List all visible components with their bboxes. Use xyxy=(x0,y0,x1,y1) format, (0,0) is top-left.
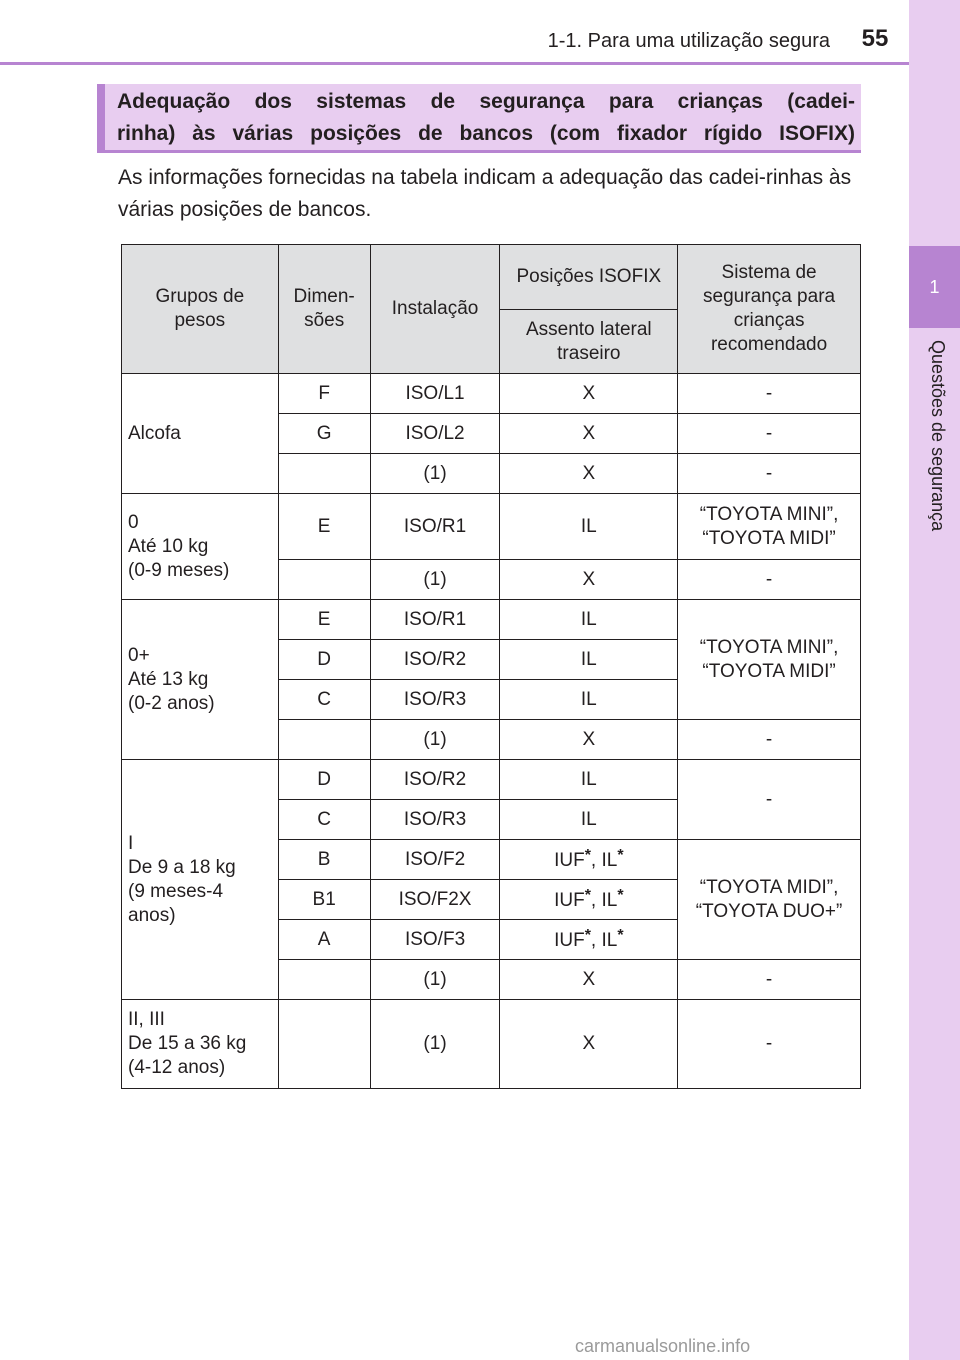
fixture-cell: (1) xyxy=(370,560,500,600)
size-cell xyxy=(278,560,370,600)
table-row xyxy=(122,374,861,414)
size-cell xyxy=(278,960,370,1000)
header-isofix-positions: Posições ISOFIX xyxy=(500,245,678,310)
header-weight-groups: Grupos de pesos xyxy=(122,245,279,374)
header-dimensions: Dimen-sões xyxy=(278,245,370,374)
group-label-line: De 9 a 18 kg xyxy=(128,856,236,878)
fixture-cell: ISO/R3 xyxy=(370,680,500,720)
recommended-cell: - xyxy=(678,720,861,760)
seat-value: IUF xyxy=(554,930,585,951)
intro-paragraph: As informações fornecidas na tabela indicam a adequação das cadei-rinhas às várias posições de bancos. xyxy=(118,166,852,221)
size-cell: E xyxy=(278,600,370,640)
recommended-line: “TOYOTA MIDI”, xyxy=(699,876,839,898)
group-label-line: 0+ xyxy=(128,644,150,666)
group-label-line: Alcofa xyxy=(128,422,181,444)
footnote-mark: * xyxy=(617,927,624,944)
recommended-cell: - xyxy=(678,1000,861,1089)
chapter-tab[interactable] xyxy=(909,246,960,328)
weight-group-cell xyxy=(122,494,279,600)
fixture-cell: (1) xyxy=(370,1000,500,1089)
size-cell xyxy=(278,720,370,760)
size-cell: G xyxy=(278,414,370,454)
weight-group-cell xyxy=(122,760,279,1000)
seat-cell: IL xyxy=(500,760,678,800)
size-cell: C xyxy=(278,800,370,840)
size-cell: C xyxy=(278,680,370,720)
section-title xyxy=(117,86,855,150)
seat-cell: IL xyxy=(500,680,678,720)
seat-cell: X xyxy=(500,720,678,760)
size-cell: E xyxy=(278,494,370,560)
header-recommended-system: Sistema de segurança para crianças recomendado xyxy=(678,245,861,374)
seat-cell: IL xyxy=(500,640,678,680)
seat-value: IUF xyxy=(554,890,585,911)
weight-group-cell xyxy=(122,374,279,494)
header-installation: Instalação xyxy=(370,245,500,374)
table-row xyxy=(122,494,861,560)
fixture-cell: ISO/F2X xyxy=(370,880,500,920)
footnote-mark: * xyxy=(584,887,591,904)
size-cell: D xyxy=(278,640,370,680)
seat-cell xyxy=(500,840,678,880)
seat-cell: X xyxy=(500,414,678,454)
table-row xyxy=(122,1000,861,1089)
fixture-cell: (1) xyxy=(370,720,500,760)
recommended-line: “TOYOTA MIDI” xyxy=(702,527,836,549)
recommended-cell xyxy=(678,840,861,960)
weight-group-cell xyxy=(122,600,279,760)
seat-cell: X xyxy=(500,960,678,1000)
recommended-cell: - xyxy=(678,414,861,454)
fixture-cell: ISO/R2 xyxy=(370,760,500,800)
recommended-cell: - xyxy=(678,560,861,600)
recommended-line: “TOYOTA MINI”, xyxy=(699,503,839,525)
fixture-cell: ISO/R1 xyxy=(370,494,500,560)
watermark: carmanualsonline.info xyxy=(575,1336,751,1356)
fixture-cell: ISO/F3 xyxy=(370,920,500,960)
fixture-cell: ISO/L2 xyxy=(370,414,500,454)
seat-cell: IL xyxy=(500,800,678,840)
group-label-line: Até 10 kg xyxy=(128,535,209,557)
recommended-line: “TOYOTA MINI”, xyxy=(699,636,839,658)
size-cell xyxy=(278,1000,370,1089)
footnote-mark: * xyxy=(584,927,591,944)
fixture-cell: (1) xyxy=(370,454,500,494)
seat-cell xyxy=(500,880,678,920)
seat-cell: X xyxy=(500,374,678,414)
seat-cell: X xyxy=(500,454,678,494)
seat-cell: IL xyxy=(500,494,678,560)
chapter-label: Questões de segurança xyxy=(928,340,948,532)
footnote-mark: * xyxy=(617,887,624,904)
header-rule xyxy=(0,62,910,65)
size-cell: B xyxy=(278,840,370,880)
seat-value: , IL xyxy=(590,850,618,871)
size-cell: B1 xyxy=(278,880,370,920)
recommended-line: “TOYOTA MIDI” xyxy=(702,660,836,682)
recommended-cell: - xyxy=(678,374,861,414)
fixture-cell: ISO/F2 xyxy=(370,840,500,880)
recommended-cell xyxy=(678,494,861,560)
group-label-line: I xyxy=(128,832,134,854)
seat-cell xyxy=(500,920,678,960)
footnote-mark: * xyxy=(584,847,591,864)
section-title-line-1: Adequação dos sistemas de segurança para crianças (cadei- xyxy=(117,90,855,113)
chapter-number: 1 xyxy=(929,276,940,297)
seat-value: , IL xyxy=(590,890,618,911)
fixture-cell: ISO/R2 xyxy=(370,640,500,680)
fixture-cell: ISO/L1 xyxy=(370,374,500,414)
size-cell: D xyxy=(278,760,370,800)
isofix-suitability-table xyxy=(121,244,861,1089)
size-cell: A xyxy=(278,920,370,960)
seat-cell: X xyxy=(500,1000,678,1089)
recommended-cell: - xyxy=(678,454,861,494)
group-label-line: (9 meses-4 xyxy=(128,880,224,902)
group-label-line: 0 xyxy=(128,511,139,533)
running-header: 1-1. Para uma utilização segura xyxy=(547,30,830,52)
group-label-line: (4-12 anos) xyxy=(128,1057,226,1078)
fixture-cell: (1) xyxy=(370,960,500,1000)
size-cell: F xyxy=(278,374,370,414)
seat-value: IUF xyxy=(554,850,585,871)
weight-group-cell xyxy=(122,1000,279,1089)
fixture-cell: ISO/R1 xyxy=(370,600,500,640)
recommended-cell xyxy=(678,600,861,720)
section-accent-bar xyxy=(97,84,105,153)
fixture-cell: ISO/R3 xyxy=(370,800,500,840)
page-number: 55 xyxy=(861,25,889,52)
group-label-line: De 15 a 36 kg xyxy=(128,1033,247,1054)
section-title-line-2: rinha) às várias posições de bancos (com fixador rígido ISOFIX) xyxy=(117,122,855,145)
seat-value: , IL xyxy=(590,930,618,951)
side-band xyxy=(909,0,960,1360)
recommended-line: “TOYOTA DUO+” xyxy=(695,900,843,922)
group-label-line: Até 13 kg xyxy=(128,668,209,690)
recommended-cell: - xyxy=(678,760,861,840)
group-label-line: anos) xyxy=(128,904,176,926)
group-label-line: (0-2 anos) xyxy=(128,692,215,714)
footnote-mark: * xyxy=(617,847,624,864)
size-cell xyxy=(278,454,370,494)
seat-cell: IL xyxy=(500,600,678,640)
header-rear-outboard-seat: Assento lateral traseiro xyxy=(500,310,678,374)
table-row xyxy=(122,600,861,640)
recommended-cell: - xyxy=(678,960,861,1000)
seat-cell: X xyxy=(500,560,678,600)
group-label-line: (0-9 meses) xyxy=(128,559,230,581)
group-label-line: II, III xyxy=(128,1009,165,1030)
table-row xyxy=(122,760,861,800)
